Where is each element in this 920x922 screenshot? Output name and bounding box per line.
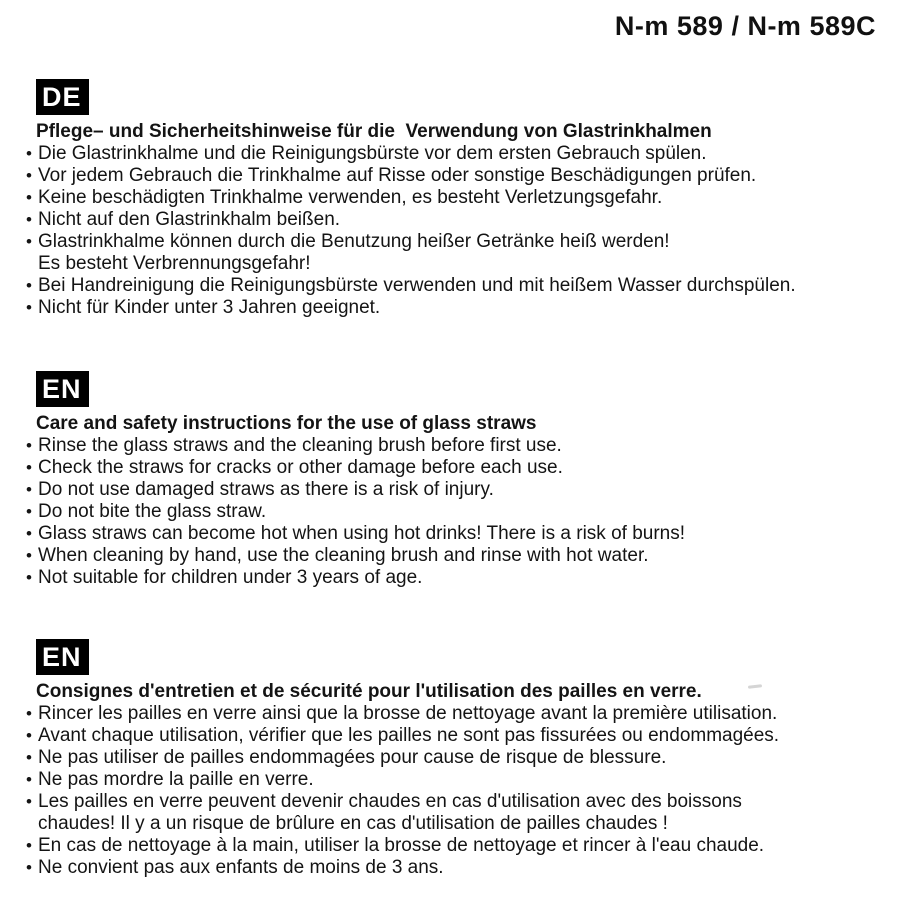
bullet-line <box>26 457 920 479</box>
bullet-text: Keine beschädigten Trinkhalme verwenden, es besteht Verletzungsgefahr. <box>38 187 663 208</box>
continuation-line <box>26 813 920 835</box>
bullet-line <box>26 857 920 879</box>
bullet-marker: • <box>26 188 32 207</box>
bullet-line <box>26 545 920 567</box>
bullet-marker: • <box>26 770 32 789</box>
bullet-text: Es besteht Verbrennungsgefahr! <box>38 253 311 274</box>
bullet-marker: • <box>26 726 32 745</box>
section-heading-de: Pflege– und Sicherheitshinweise für die Verwendung von Glastrinkhalmen <box>36 121 712 142</box>
bullet-text: When cleaning by hand, use the cleaning brush and rinse with hot water. <box>38 545 649 566</box>
bullet-text: Ne pas mordre la paille en verre. <box>38 769 314 790</box>
bullet-line <box>26 769 920 791</box>
bullet-text: Ne convient pas aux enfants de moins de 3 ans. <box>38 857 444 878</box>
bullet-line <box>26 835 920 857</box>
bullet-text: Les pailles en verre peuvent devenir chaudes en cas d'utilisation avec des boissons <box>38 791 742 812</box>
bullet-text: Do not bite the glass straw. <box>38 501 267 522</box>
bullet-marker: • <box>26 458 32 477</box>
bullet-marker: • <box>26 704 32 723</box>
bullet-text: En cas de nettoyage à la main, utiliser la brosse de nettoyage et rincer à l'eau chaude. <box>38 835 765 856</box>
bullet-text: Rincer les pailles en verre ainsi que la brosse de nettoyage avant la première utilisation. <box>38 703 778 724</box>
bullet-marker: • <box>26 276 32 295</box>
bullet-marker: • <box>26 436 32 455</box>
bullet-marker: • <box>26 524 32 543</box>
document-title: N-m 589 / N-m 589C <box>614 11 876 41</box>
bullet-line <box>26 165 920 187</box>
section-heading-fr: Consignes d'entretien et de sécurité pour l'utilisation des pailles en verre. <box>36 681 702 702</box>
bullet-text: Ne pas utiliser de pailles endommagées pour cause de risque de blessure. <box>38 747 667 768</box>
bullet-text: Avant chaque utilisation, vérifier que les pailles ne sont pas fissurées ou endommagées. <box>38 725 780 746</box>
bullet-text: Glastrinkhalme können durch die Benutzung heißer Getränke heiß werden! <box>38 231 670 252</box>
bullet-marker: • <box>26 546 32 565</box>
bullet-text: Do not use damaged straws as there is a risk of injury. <box>38 479 494 500</box>
bullet-text: Rinse the glass straws and the cleaning brush before first use. <box>38 435 562 456</box>
bullet-marker: • <box>26 748 32 767</box>
bullet-marker: • <box>26 792 32 811</box>
language-badge-de: DE <box>36 79 89 115</box>
bullet-marker: • <box>26 232 32 251</box>
bullet-marker: • <box>26 210 32 229</box>
continuation-line <box>26 253 920 275</box>
bullet-text: Not suitable for children under 3 years of age. <box>38 567 423 588</box>
bullet-line <box>26 501 920 523</box>
bullet-line <box>26 209 920 231</box>
bullet-marker: • <box>26 298 32 317</box>
bullet-line <box>26 275 920 297</box>
bullet-text: Die Glastrinkhalme und die Reinigungsbürste vor dem ersten Gebrauch spülen. <box>38 143 707 164</box>
bullet-line <box>26 479 920 501</box>
bullet-text: Check the straws for cracks or other damage before each use. <box>38 457 563 478</box>
section-heading-en: Care and safety instructions for the use of glass straws <box>36 413 537 434</box>
bullet-marker: • <box>26 480 32 499</box>
bullet-line <box>26 297 920 319</box>
bullet-marker: • <box>26 144 32 163</box>
bullet-marker: • <box>26 568 32 587</box>
language-badge-fr: EN <box>36 639 89 675</box>
bullet-line <box>26 187 920 209</box>
bullet-line <box>26 435 920 457</box>
bullet-line <box>26 747 920 769</box>
bullet-line <box>26 143 920 165</box>
bullet-line <box>26 567 920 589</box>
bullet-marker <box>26 253 38 275</box>
bullet-line <box>26 791 920 813</box>
bullet-text: Vor jedem Gebrauch die Trinkhalme auf Risse oder sonstige Beschädigungen prüfen. <box>38 165 757 186</box>
bullet-line <box>26 725 920 747</box>
bullet-text: Bei Handreinigung die Reinigungsbürste verwenden und mit heißem Wasser durchspülen. <box>38 275 796 296</box>
bullet-text: Nicht auf den Glastrinkhalm beißen. <box>38 209 341 230</box>
bullet-text: Glass straws can become hot when using hot drinks! There is a risk of burns! <box>38 523 686 544</box>
bullet-marker: • <box>26 858 32 877</box>
bullet-marker: • <box>26 502 32 521</box>
section-english <box>0 371 920 589</box>
section-french <box>0 639 920 879</box>
bullet-marker: • <box>26 166 32 185</box>
bullet-line <box>26 703 920 725</box>
bullet-line <box>26 523 920 545</box>
bullet-marker <box>26 813 38 835</box>
bullet-text: Nicht für Kinder unter 3 Jahren geeignet. <box>38 297 381 318</box>
language-badge-en: EN <box>36 371 89 407</box>
bullet-line <box>26 231 920 253</box>
section-german <box>0 79 920 319</box>
bullet-marker: • <box>26 836 32 855</box>
bullet-text: chaudes! Il y a un risque de brûlure en cas d'utilisation de pailles chaudes ! <box>38 813 668 834</box>
